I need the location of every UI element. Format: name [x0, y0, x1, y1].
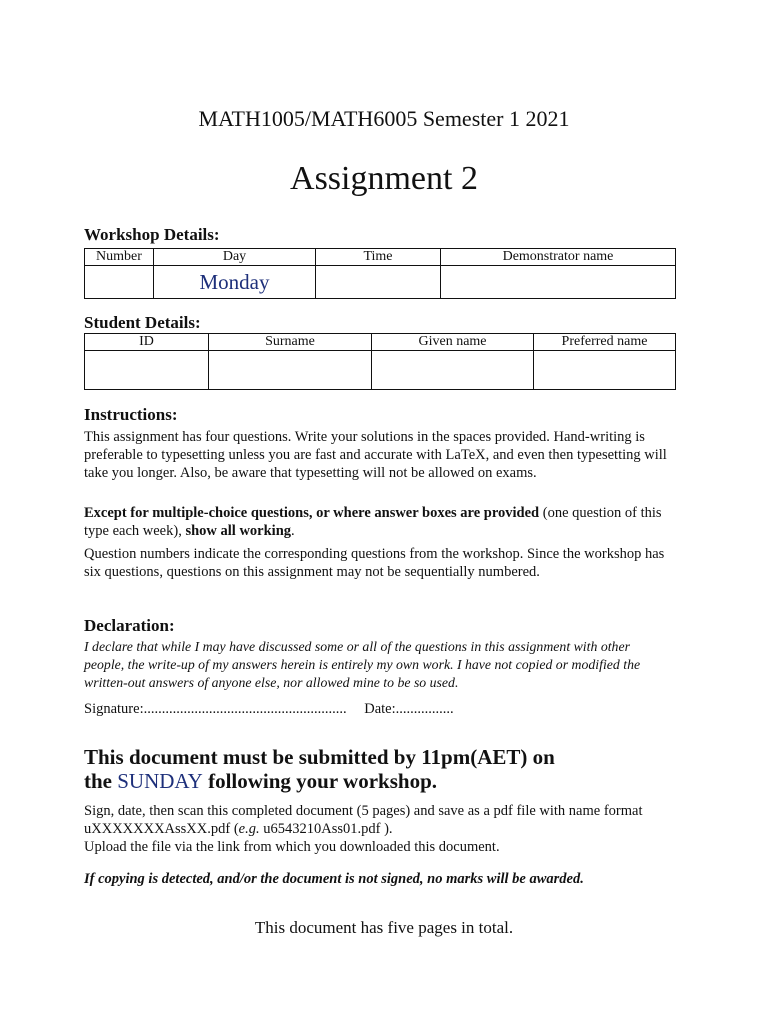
instructions-emphasis-2: show all working: [185, 523, 292, 539]
student-table: [84, 333, 676, 390]
declaration-heading: Declaration:: [84, 616, 175, 635]
student-col-surname: Surname: [209, 334, 372, 351]
workshop-time-cell[interactable]: [316, 266, 441, 299]
instructions-paragraph-2: [84, 504, 668, 540]
deadline-line-b-post: following your workshop.: [202, 769, 438, 793]
instructions-paragraph-1: This assignment has four questions. Write your solutions in the spaces provided. Hand-writing is preferable to typesetting unless you are fast and accurate with LaTeX, and even then typesetting will take you longer. Also, be aware that typesetting will not be allowed on exams.: [84, 429, 667, 481]
workshop-col-time: Time: [316, 249, 441, 266]
student-heading: Student Details:: [84, 313, 201, 332]
deadline-line-b-pre: the: [84, 769, 118, 793]
page-title: Assignment 2: [290, 160, 478, 197]
student-col-given: Given name: [372, 334, 534, 351]
sign-eg: e.g.: [238, 821, 260, 837]
student-header-row: [85, 334, 676, 351]
copying-warning: If copying is detected, and/or the document is not signed, no marks will be awarded.: [84, 871, 584, 887]
instructions-emphasis-1: Except for multiple-choice questions, or where answer boxes are provided: [84, 505, 540, 521]
signature-line: [84, 700, 668, 718]
workshop-day-cell: Monday: [154, 266, 316, 299]
pages-note: This document has five pages in total.: [254, 918, 514, 937]
submission-instructions: [84, 802, 668, 856]
instructions-end-text: .: [291, 523, 295, 539]
instructions-heading: Instructions:: [84, 405, 178, 424]
workshop-value-row: [85, 266, 676, 299]
workshop-col-demonstrator: Demonstrator name: [441, 249, 676, 266]
deadline-line-a: This document must be submitted by 11pm(AET) on: [84, 745, 555, 769]
instructions-paragraph-3: Question numbers indicate the corresponding questions from the workshop. Since the workshop has six questions, questions on this assignment may not be sequentially numbered.: [84, 546, 665, 580]
date-field[interactable]: ................: [395, 701, 454, 717]
workshop-col-number: Number: [85, 249, 154, 266]
student-col-preferred: Preferred name: [534, 334, 676, 351]
upload-text: Upload the file via the link from which you downloaded this document.: [84, 839, 500, 855]
instructions-mid-text: (one question of this type each week),: [84, 505, 662, 539]
date-label: Date:: [364, 701, 396, 717]
workshop-header-row: [85, 249, 676, 266]
student-value-row: [85, 351, 676, 390]
declaration-text: I declare that while I may have discussed some or all of the questions in this assignment with other people, the write-up of my answers herein is entirely my own work. I have not copied or modified the written-out answers of anyone else, nor allowed mine to be so used.: [84, 639, 641, 690]
student-preferred-cell[interactable]: [534, 351, 676, 390]
student-given-cell[interactable]: [372, 351, 534, 390]
workshop-col-day: Day: [154, 249, 316, 266]
student-col-id: ID: [85, 334, 209, 351]
workshop-heading: Workshop Details:: [84, 225, 220, 244]
deadline-line-b: [84, 769, 684, 793]
student-id-cell[interactable]: [85, 351, 209, 390]
signature-field[interactable]: ........................................................: [143, 701, 347, 717]
workshop-demonstrator-cell[interactable]: [441, 266, 676, 299]
signature-label: Signature:: [84, 701, 144, 717]
sign-text-2: u6543210Ass01.pdf ).: [259, 821, 393, 837]
submission-deadline: [84, 745, 684, 793]
workshop-table: [84, 248, 676, 299]
workshop-number-cell[interactable]: [85, 266, 154, 299]
deadline-day: SUNDAY: [117, 769, 203, 793]
sign-text-1: Sign, date, then scan this completed document (5 pages) and save as a pdf file with name format uXXXXXXXAssXX.pdf (: [84, 803, 643, 837]
student-surname-cell[interactable]: [209, 351, 372, 390]
course-heading: MATH1005/MATH6005 Semester 1 2021: [198, 106, 570, 131]
